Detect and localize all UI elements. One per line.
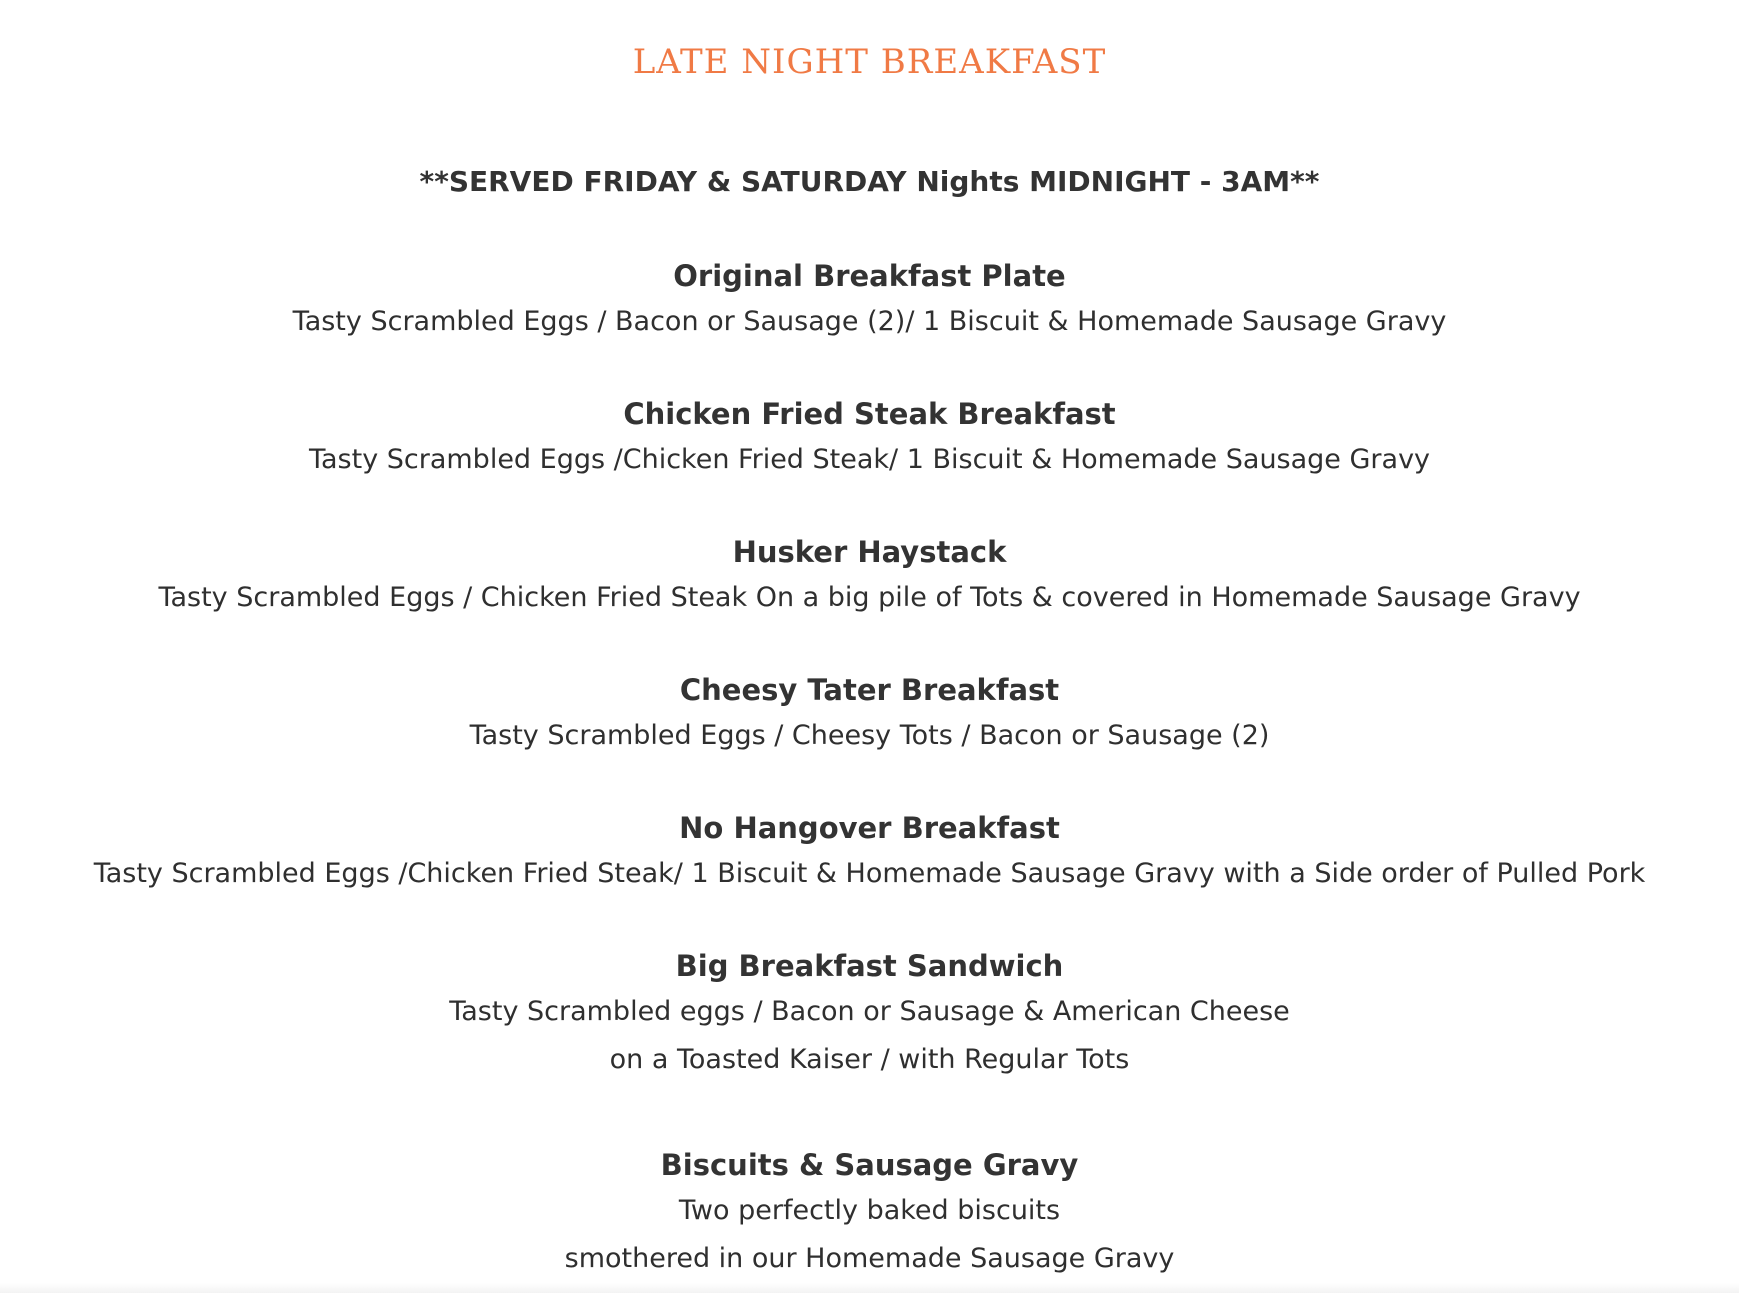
bottom-fade [0, 1283, 1739, 1293]
serving-hours-notice: **SERVED FRIDAY & SATURDAY Nights MIDNIGHT - 3AM** [419, 165, 1320, 198]
menu-item-name: Husker Haystack [732, 535, 1007, 569]
menu-item-name: Chicken Fried Steak Breakfast [623, 397, 1116, 431]
menu-item-name: Biscuits & Sausage Gravy [660, 1148, 1079, 1182]
menu-item-description: Tasty Scrambled Eggs /Chicken Fried Steak/ 1 Biscuit & Homemade Sausage Gravy with a Side order of Pulled Pork [93, 858, 1646, 889]
menu-item-description: Tasty Scrambled Eggs / Bacon or Sausage (2)/ 1 Biscuit & Homemade Sausage Gravy [292, 306, 1447, 337]
menu-item-description: Two perfectly baked biscuits [678, 1195, 1061, 1226]
menu-item-name: No Hangover Breakfast [679, 811, 1060, 845]
menu-title: LATE NIGHT BREAKFAST [632, 42, 1107, 82]
menu-item-description: Tasty Scrambled Eggs /Chicken Fried Steak/ 1 Biscuit & Homemade Sausage Gravy [308, 444, 1431, 475]
menu-item-name: Big Breakfast Sandwich [675, 949, 1064, 983]
menu-item-description: smothered in our Homemade Sausage Gravy [564, 1243, 1175, 1274]
menu-item-name: Original Breakfast Plate [673, 259, 1066, 293]
menu-item-description: Tasty Scrambled Eggs / Cheesy Tots / Bacon or Sausage (2) [469, 720, 1270, 751]
menu-item-description: Tasty Scrambled eggs / Bacon or Sausage & American Cheese [449, 996, 1290, 1027]
menu-item-description: Tasty Scrambled Eggs / Chicken Fried Steak On a big pile of Tots & covered in Homemade Sausage Gravy [158, 582, 1581, 613]
menu-item-description: on a Toasted Kaiser / with Regular Tots [609, 1044, 1130, 1075]
menu-item-name: Cheesy Tater Breakfast [679, 673, 1060, 707]
